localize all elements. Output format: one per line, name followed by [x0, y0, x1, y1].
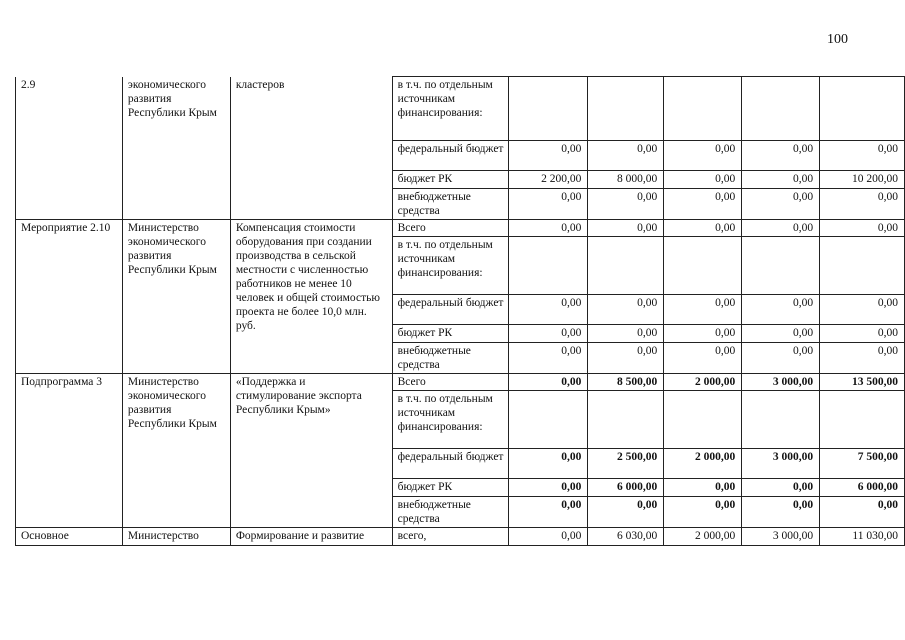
amount-cell: [664, 77, 742, 141]
row-title-cell: Компенсация стоимости оборудования при создании производства в сельской местности с численностью работников не менее 10 человек и общей стоимостью проекта не более 10,0 млн. руб.: [230, 220, 392, 374]
table-row: [16, 220, 905, 237]
amount-cell: 0,00: [508, 295, 588, 325]
amount-cell: 0,00: [664, 295, 742, 325]
amount-cell: 2 000,00: [664, 374, 742, 391]
amount-cell: [742, 77, 820, 141]
funding-source-label: федеральный бюджет: [392, 295, 508, 325]
amount-cell: [508, 237, 588, 295]
amount-cell: 0,00: [508, 343, 588, 374]
amount-cell: 2 200,00: [508, 171, 588, 189]
amount-cell: 0,00: [742, 141, 820, 171]
amount-cell: 0,00: [820, 141, 905, 171]
amount-cell: [508, 391, 588, 449]
amount-cell: [820, 391, 905, 449]
amount-cell: 0,00: [508, 141, 588, 171]
amount-cell: [588, 77, 664, 141]
row-code-cell: 2.9: [16, 77, 123, 220]
funding-source-label: в т.ч. по отдельным источникам финансирования:: [392, 391, 508, 449]
funding-source-label: внебюджетные средства: [392, 343, 508, 374]
amount-cell: 0,00: [588, 497, 664, 528]
amount-cell: 6 000,00: [588, 479, 664, 497]
funding-source-label: бюджет РК: [392, 325, 508, 343]
amount-cell: [588, 391, 664, 449]
amount-cell: 0,00: [508, 497, 588, 528]
row-title-cell: Формирование и развитие: [230, 528, 392, 546]
row-executor-cell: Министерство: [122, 528, 230, 546]
amount-cell: 0,00: [820, 189, 905, 220]
funding-source-label: федеральный бюджет: [392, 449, 508, 479]
funding-source-label: Всего: [392, 374, 508, 391]
table-body: [16, 77, 905, 546]
amount-cell: 8 500,00: [588, 374, 664, 391]
amount-cell: 2 000,00: [664, 449, 742, 479]
amount-cell: 0,00: [742, 171, 820, 189]
amount-cell: 3 000,00: [742, 528, 820, 546]
amount-cell: 0,00: [664, 325, 742, 343]
amount-cell: 13 500,00: [820, 374, 905, 391]
amount-cell: 0,00: [820, 220, 905, 237]
amount-cell: 0,00: [588, 295, 664, 325]
amount-cell: [664, 391, 742, 449]
amount-cell: 2 500,00: [588, 449, 664, 479]
table-row: [16, 528, 905, 546]
amount-cell: 10 200,00: [820, 171, 905, 189]
row-title-cell: кластеров: [230, 77, 392, 220]
amount-cell: [664, 237, 742, 295]
amount-cell: 0,00: [664, 141, 742, 171]
amount-cell: 3 000,00: [742, 449, 820, 479]
amount-cell: 0,00: [742, 497, 820, 528]
row-code-cell: Подпрограмма 3: [16, 374, 123, 528]
amount-cell: 6 000,00: [820, 479, 905, 497]
amount-cell: 2 000,00: [664, 528, 742, 546]
funding-source-label: в т.ч. по отдельным источникам финансирования:: [392, 237, 508, 295]
amount-cell: 0,00: [742, 479, 820, 497]
amount-cell: 0,00: [820, 295, 905, 325]
row-executor-cell: Министерство экономического развития Республики Крым: [122, 374, 230, 528]
amount-cell: 0,00: [664, 479, 742, 497]
amount-cell: 0,00: [664, 343, 742, 374]
table-row: [16, 77, 905, 141]
amount-cell: 0,00: [588, 343, 664, 374]
amount-cell: 0,00: [742, 343, 820, 374]
amount-cell: 0,00: [588, 141, 664, 171]
amount-cell: 0,00: [742, 295, 820, 325]
funding-source-label: Всего: [392, 220, 508, 237]
amount-cell: 0,00: [508, 325, 588, 343]
amount-cell: [820, 77, 905, 141]
funding-source-label: бюджет РК: [392, 479, 508, 497]
amount-cell: 7 500,00: [820, 449, 905, 479]
amount-cell: 0,00: [508, 189, 588, 220]
amount-cell: [742, 391, 820, 449]
amount-cell: 0,00: [508, 374, 588, 391]
amount-cell: [742, 237, 820, 295]
amount-cell: 0,00: [508, 528, 588, 546]
amount-cell: [820, 237, 905, 295]
funding-source-label: бюджет РК: [392, 171, 508, 189]
funding-source-label: федеральный бюджет: [392, 141, 508, 171]
amount-cell: 0,00: [664, 171, 742, 189]
amount-cell: 0,00: [508, 220, 588, 237]
amount-cell: 8 000,00: [588, 171, 664, 189]
amount-cell: [508, 77, 588, 141]
budget-table: [15, 76, 905, 546]
amount-cell: 0,00: [820, 325, 905, 343]
row-code-cell: Мероприятие 2.10: [16, 220, 123, 374]
page-number: 100: [827, 32, 848, 47]
row-executor-cell: экономического развития Республики Крым: [122, 77, 230, 220]
amount-cell: 0,00: [820, 497, 905, 528]
amount-cell: 0,00: [820, 343, 905, 374]
amount-cell: 0,00: [742, 189, 820, 220]
amount-cell: 0,00: [588, 189, 664, 220]
funding-source-label: в т.ч. по отдельным источникам финансирования:: [392, 77, 508, 141]
amount-cell: 0,00: [664, 497, 742, 528]
amount-cell: 0,00: [508, 449, 588, 479]
amount-cell: 0,00: [588, 325, 664, 343]
row-executor-cell: Министерство экономического развития Республики Крым: [122, 220, 230, 374]
amount-cell: 0,00: [664, 189, 742, 220]
amount-cell: 11 030,00: [820, 528, 905, 546]
table-row: [16, 374, 905, 391]
funding-source-label: всего,: [392, 528, 508, 546]
amount-cell: [588, 237, 664, 295]
amount-cell: 0,00: [508, 479, 588, 497]
funding-source-label: внебюджетные средства: [392, 497, 508, 528]
amount-cell: 0,00: [742, 220, 820, 237]
funding-source-label: внебюджетные средства: [392, 189, 508, 220]
row-title-cell: «Поддержка и стимулирование экспорта Республики Крым»: [230, 374, 392, 528]
amount-cell: 3 000,00: [742, 374, 820, 391]
row-code-cell: Основное: [16, 528, 123, 546]
amount-cell: 0,00: [742, 325, 820, 343]
amount-cell: 0,00: [588, 220, 664, 237]
amount-cell: 0,00: [664, 220, 742, 237]
amount-cell: 6 030,00: [588, 528, 664, 546]
